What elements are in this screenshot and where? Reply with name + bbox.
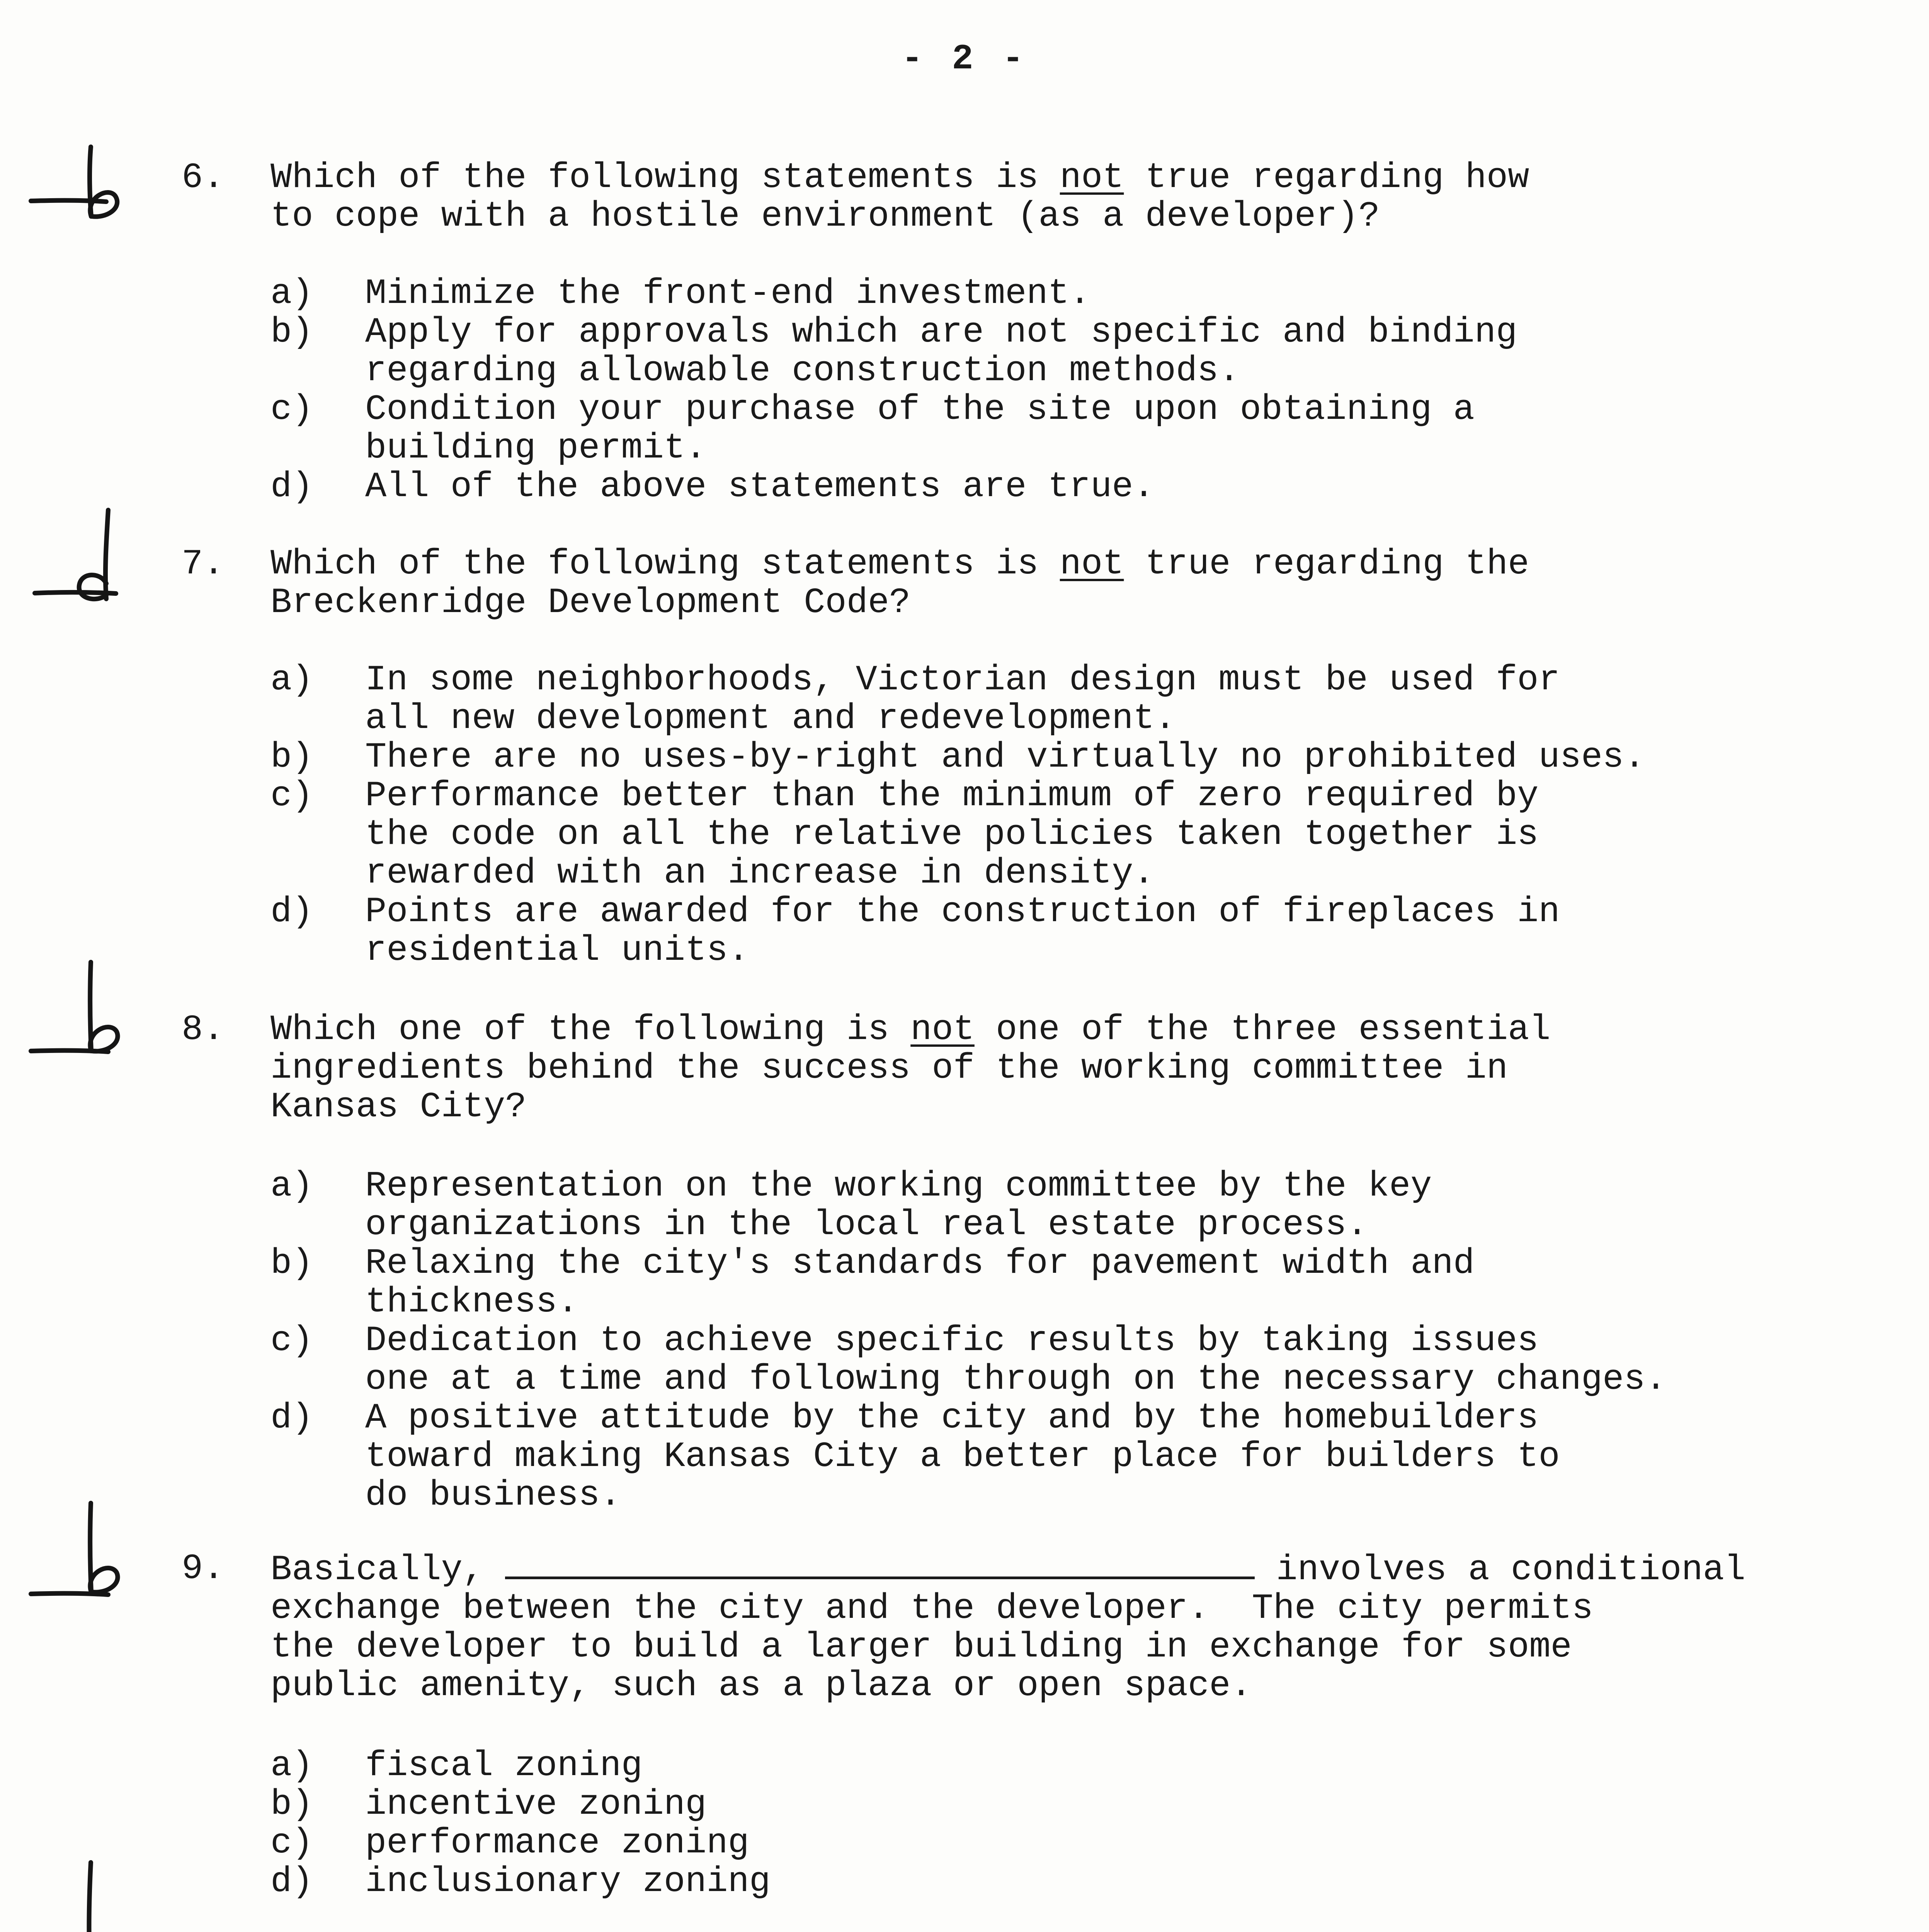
option-letter: b) <box>270 312 313 352</box>
question-stem-8 <box>270 1010 1893 1126</box>
option-text: fiscal zoning <box>365 1745 643 1786</box>
option-text: performance zoning <box>365 1823 749 1863</box>
option-text: Relaxing the city's standards for pavement width and thickness. <box>365 1243 1475 1322</box>
option-letter: b) <box>270 1243 313 1284</box>
stem-text: one of the three essential ingredients behind the success of the working committee in Kansas City? <box>270 1009 1551 1127</box>
option-letter: a) <box>270 1166 313 1206</box>
stem-text: true regarding how to cope with a hostile environment (as a developer)? <box>270 157 1529 236</box>
option-letter: c) <box>270 1823 313 1863</box>
option-letter: c) <box>270 776 313 816</box>
option-text: Representation on the working committee by the key organizations in the local real estate process. <box>365 1166 1432 1245</box>
option-letter: d) <box>270 466 313 507</box>
handwritten-b-mark <box>27 1495 135 1611</box>
handwritten-answer-9 <box>27 1495 135 1611</box>
option-letter: b) <box>270 1784 313 1825</box>
option-text: There are no uses-by-right and virtually no prohibited uses. <box>365 737 1645 777</box>
stem-text: Basically, <box>270 1549 505 1590</box>
stem-text: true regarding the Breckenridge Development Code? <box>270 544 1529 623</box>
handwritten-b-mark <box>27 954 135 1070</box>
option-text: Apply for approvals which are not specific and binding regarding allowable construction methods. <box>365 312 1517 391</box>
question-stem-9 <box>270 1549 1893 1705</box>
option-text: incentive zoning <box>365 1784 707 1825</box>
stem-text: Which of the following statements is <box>270 544 1060 584</box>
question-number-9: 9. <box>182 1548 225 1589</box>
handwritten-d-mark <box>27 502 135 618</box>
stem-emphasis: not <box>910 1009 975 1050</box>
option-letter: b) <box>270 737 313 777</box>
option-letter: c) <box>270 389 313 430</box>
handwritten-answer-7 <box>27 502 135 618</box>
question-number-7: 7. <box>182 544 225 584</box>
handwritten-b-mark <box>27 139 135 232</box>
option-letter: d) <box>270 891 313 932</box>
option-text: Condition your purchase of the site upon obtaining a building permit. <box>365 389 1475 468</box>
stem-text: Which of the following statements is <box>270 157 1060 198</box>
option-letter: a) <box>270 273 313 314</box>
option-text: In some neighborhoods, Victorian design must be used for all new development and redevelopment. <box>365 660 1560 739</box>
question-number-8: 8. <box>182 1009 225 1050</box>
option-text: A positive attitude by the city and by the homebuilders toward making Kansas City a better place for builders to do business. <box>365 1398 1560 1515</box>
handwritten-answer-6 <box>27 139 135 232</box>
question-number-6: 6. <box>182 157 225 198</box>
stem-emphasis: not <box>1060 544 1124 584</box>
page-number: - 2 - <box>901 39 1028 79</box>
option-letter: a) <box>270 1745 313 1786</box>
question-stem-7 <box>270 545 1893 622</box>
option-letter: d) <box>270 1861 313 1902</box>
option-text: Points are awarded for the construction of fireplaces in residential units. <box>365 891 1560 971</box>
option-text: Performance better than the minimum of zero required by the code on all the relative policies taken together is rewarded with an increase in density. <box>365 776 1539 893</box>
handwritten-d-mark <box>15 1855 124 1932</box>
option-letter: d) <box>270 1398 313 1438</box>
stem-text: involves a conditional exchange between the city and the developer. The city permits the developer to build a larger building in exchange for some public amenity, such as a plaza or open space. <box>270 1549 1746 1706</box>
option-text: All of the above statements are true. <box>365 466 1155 507</box>
fill-in-blank <box>505 1549 1255 1579</box>
option-text: Minimize the front-end investment. <box>365 273 1091 314</box>
handwritten-answer-10 <box>15 1855 124 1932</box>
option-text: Dedication to achieve specific results by taking issues one at a time and following through on the necessary changes. <box>365 1320 1667 1400</box>
stem-text: Which one of the following is <box>270 1009 911 1050</box>
option-text: inclusionary zoning <box>365 1861 771 1902</box>
option-letter: a) <box>270 660 313 700</box>
stem-emphasis: not <box>1060 157 1124 198</box>
handwritten-answer-8 <box>27 954 135 1070</box>
option-letter: c) <box>270 1320 313 1361</box>
question-stem-6 <box>270 158 1893 236</box>
